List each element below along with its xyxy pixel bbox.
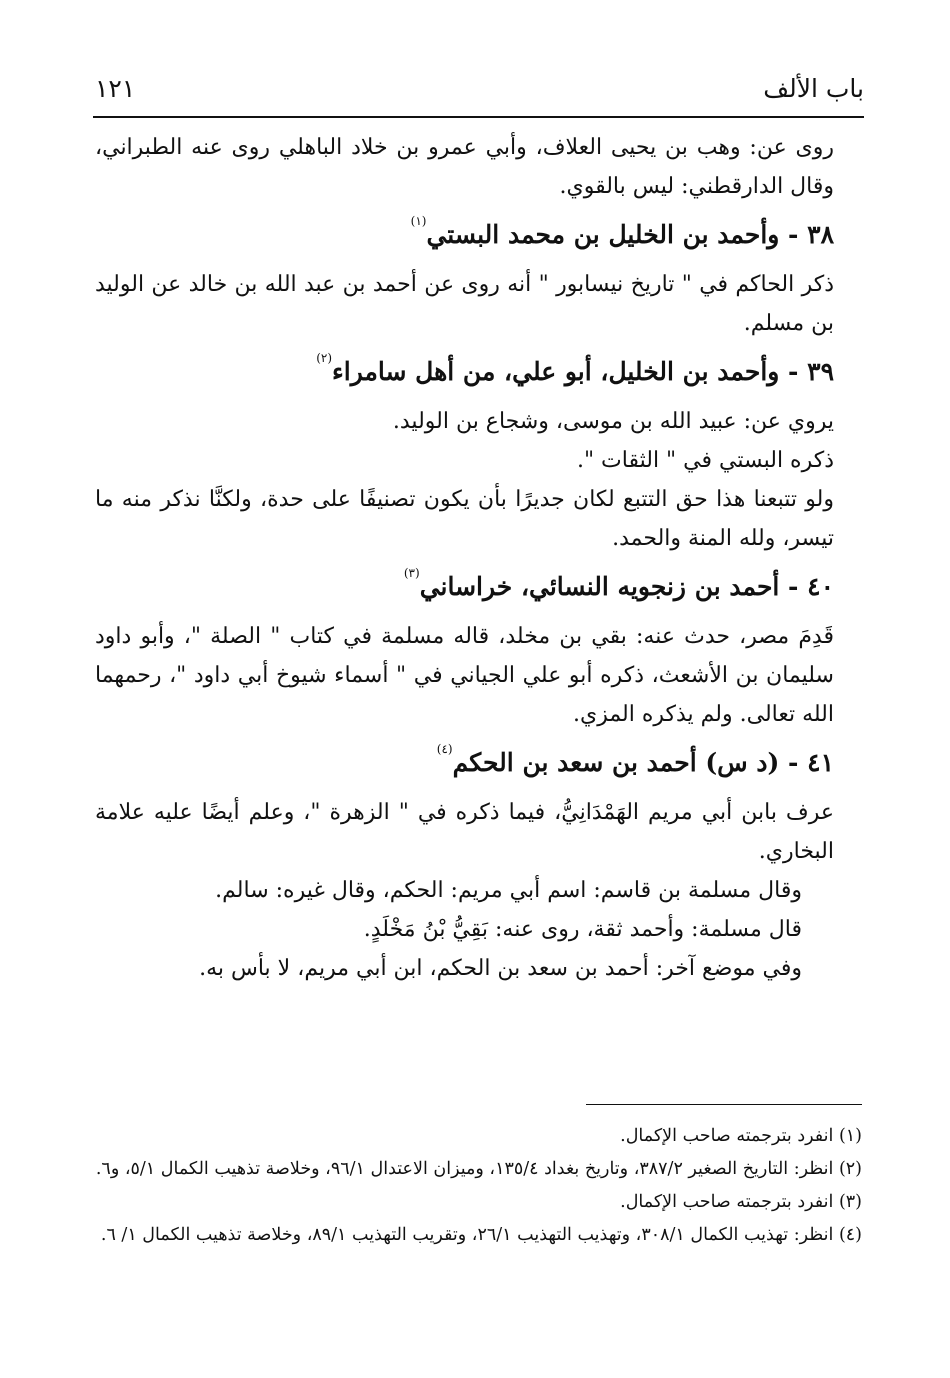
footnote-mark: (١)	[838, 1126, 862, 1146]
running-header	[95, 70, 864, 110]
footnote-ref: (٣)	[403, 566, 420, 580]
entry-heading-40	[95, 563, 862, 611]
footnotes	[95, 1120, 862, 1252]
footnote-ref: (٢)	[316, 351, 333, 365]
entry-heading-39	[95, 348, 862, 396]
paragraph: يروي عن: عبيد الله بن موسى، وشجاع بن الوليد.	[392, 409, 834, 434]
entry-title: ٣٨ - وأحمد بن الخليل بن محمد البستي	[426, 220, 834, 249]
footnote-divider	[586, 1104, 862, 1105]
footnote-text: انظر: التاريخ الصغير ٣٨٧/٢، وتاريخ بغداد ١٣٥/٤، وميزان الاعتدال ٩٦/١، وخلاصة تذهيب الكمال ٥/١، و٦.	[95, 1159, 834, 1179]
paragraph: قال مسلمة: وأحمد ثقة، روى عنه: بَقِيُّ بْنُ مَخْلَدٍ.	[363, 917, 802, 942]
footnote-text: انفرد بترجمته صاحب الإكمال.	[620, 1192, 834, 1212]
page-number: ١٢١	[95, 74, 136, 103]
paragraph: وقال مسلمة بن قاسم: اسم أبي مريم: الحكم، وقال غيره: سالم.	[215, 878, 802, 903]
footnote-ref: (٤)	[436, 742, 453, 756]
main-text	[95, 128, 862, 988]
entry-title: ٤٠ - أحمد بن زنجويه النسائي، خراساني	[419, 572, 834, 601]
paragraph: ذكر الحاكم في " تاريخ نيسابور " أنه روى عن أحمد بن عبد الله بن خالد عن الوليد بن مسلم.	[95, 272, 834, 336]
footnote	[95, 1120, 862, 1153]
paragraph: ولو تتبعنا هذا حق التتبع لكان جديرًا بأن يكون تصنيفًا على حدة، ولكنَّا نذكر منه ما تيسر، ولله المنة والحمد.	[95, 487, 834, 551]
footnote	[95, 1153, 862, 1186]
chapter-title: باب الألف	[763, 74, 864, 103]
footnote-text: انظر: تهذيب الكمال ٣٠٨/١، وتهذيب التهذيب ٢٦/١، وتقريب التهذيب ٨٩/١، وخلاصة تذهيب الكمال ١/ ٦.	[100, 1225, 834, 1245]
entry-heading-38	[95, 211, 862, 259]
footnote	[95, 1186, 862, 1219]
entry-heading-41	[95, 739, 862, 787]
paragraph: ذكره البستي في " الثقات ".	[576, 448, 834, 473]
paragraph: قَدِمَ مصر، حدث عنه: بقي بن مخلد، قاله مسلمة في كتاب " الصلة "، وأبو داود سليمان بن الأشعث، ذكره أبو علي الجياني في " أسماء شيوخ أبي داود "، رحمهما الله تعالى. ولم يذكره المزي.	[95, 624, 834, 727]
entry-title: ٤١ - (د س) أحمد بن سعد بن الحكم	[452, 748, 834, 777]
paragraph: روى عن: وهب بن يحيى العلاف، وأبي عمرو بن خلاد الباهلي روى عنه الطبراني، وقال الدارقطني: ليس بالقوي.	[95, 135, 834, 199]
footnote-mark: (٣)	[838, 1192, 862, 1212]
footnote	[95, 1219, 862, 1252]
footnote-text: انفرد بترجمته صاحب الإكمال.	[620, 1126, 834, 1146]
header-divider	[93, 116, 864, 118]
entry-title: ٣٩ - وأحمد بن الخليل، أبو علي، من أهل سامراء	[332, 357, 834, 386]
footnote-mark: (٢)	[838, 1159, 862, 1179]
paragraph: وفي موضع آخر: أحمد بن سعد بن الحكم، ابن أبي مريم، لا بأس به.	[199, 956, 802, 981]
paragraph: عرف بابن أبي مريم الهَمْدَانِيُّ، فيما ذكره في " الزهرة "، وعلم أيضًا عليه علامة البخاري.	[95, 800, 834, 864]
footnote-ref: (١)	[410, 214, 427, 228]
footnote-mark: (٤)	[838, 1225, 862, 1245]
